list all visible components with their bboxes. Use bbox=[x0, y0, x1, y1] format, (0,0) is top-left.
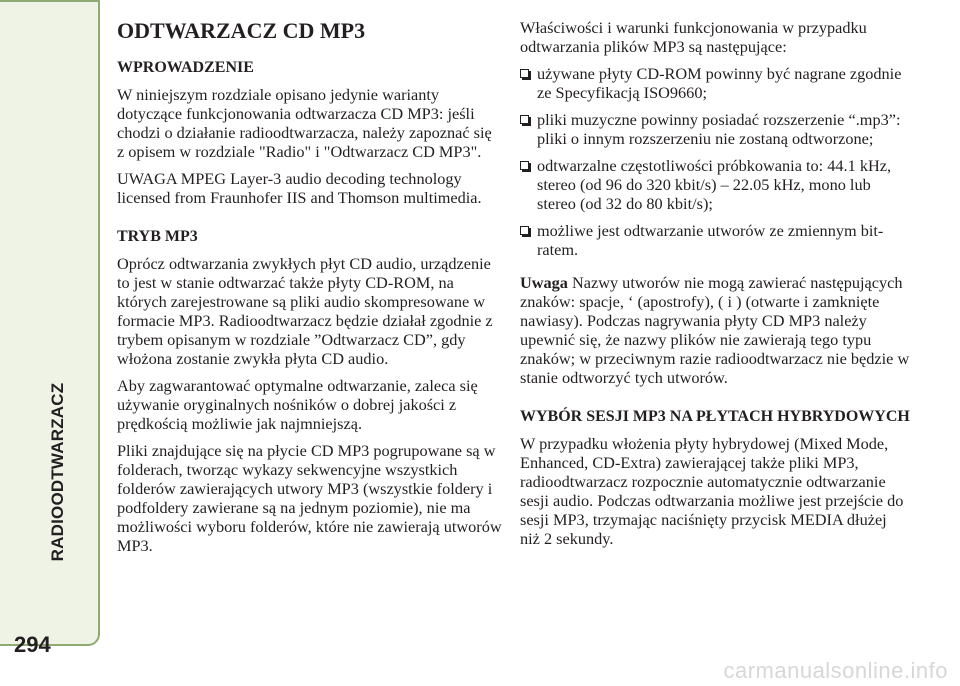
paragraph: Aby zagwarantować optymalne odtwarzanie, zaleca się używanie oryginalnych nośników o dobrej jakości z prędkością możliwie jak najmniejszą. bbox=[117, 376, 478, 433]
list-item bbox=[520, 221, 910, 259]
paragraph: W niniejszym rozdziale opisano jedynie warianty dotyczące funkcjonowania odtwarzacza CD MP3: jeśli chodzi o działanie radioodtwarzacza, należy zapoznać się z opisem w rozdziale "Radio" i "Odtwarzacz CD MP3". bbox=[117, 85, 492, 161]
watermark: carmanualsonline.info bbox=[723, 658, 948, 683]
note-text: Nazwy utworów nie mogą zawierać następujących znaków: spacje, ‘ (apostrofy), ( i ) (otwarte i zamknięte nawiasy). Podczas nagrywania płyty CD MP3 należy upewnić się, że nazwy plików nie zawierają tego typu znaków; w przeciwnym razie radioodtwarzacz nie będzie w stanie odtworzyć tych utworów. bbox=[520, 273, 910, 387]
note-paragraph bbox=[520, 273, 910, 387]
checkbox-bullet-icon bbox=[520, 161, 529, 170]
list-item-text: pliki muzyczne powinny posiadać rozszerzenie “.mp3”: pliki o innym rozszerzeniu nie zostaną odtworzone; bbox=[537, 110, 901, 148]
list-item bbox=[520, 110, 910, 148]
page-number: 294 bbox=[14, 632, 51, 657]
chapter-label: RADIOODTWARZACZ bbox=[48, 382, 67, 562]
paragraph: Oprócz odtwarzania zwykłych płyt CD audio, urządzenie to jest w stanie odtwarzać także płyty CD-ROM, na których zarejestrowane są pliki audio skompresowane w formacie MP3. Radioodtwarzacz będzie działał zgodnie z trybem opisanym w rozdziale ”Odtwarzacz CD”, gdy włożona zostanie zwykła płyta CD audio. bbox=[117, 254, 493, 368]
right-column bbox=[520, 18, 910, 556]
intro-paragraph: Właściwości i warunki funkcjonowania w przypadku odtwarzania plików MP3 są następujące: bbox=[520, 18, 867, 56]
requirements-list bbox=[520, 64, 910, 259]
paragraph: UWAGA MPEG Layer-3 audio decoding technology licensed from Fraunhofer IIS and Thomson multimedia. bbox=[117, 169, 482, 207]
note-label: Uwaga bbox=[520, 273, 568, 292]
page-title: ODTWARZACZ CD MP3 bbox=[117, 18, 366, 43]
section-heading-introduction: WPROWADZENIE bbox=[117, 59, 254, 76]
section-heading-hybrid-session: WYBÓR SESJI MP3 NA PŁYTACH HYBRYDOWYCH bbox=[520, 408, 910, 425]
checkbox-bullet-icon bbox=[520, 226, 529, 235]
checkbox-bullet-icon bbox=[520, 69, 529, 78]
list-item bbox=[520, 64, 910, 102]
list-item-text: używane płyty CD-ROM powinny być nagrane zgodnie ze Specyfikacją ISO9660; bbox=[537, 64, 902, 102]
section-heading-mp3-mode: TRYB MP3 bbox=[117, 228, 198, 245]
paragraph: W przypadku włożenia płyty hybrydowej (Mixed Mode, Enhanced, CD-Extra) zawierającej także pliki MP3, radioodtwarzacz rozpocznie automatycznie odtwarzanie sesji audio. Podczas odtwarzania możliwe jest przejście do sesji MP3, trzymając naciśnięty przycisk MEDIA dłużej niż 2 sekundy. bbox=[520, 434, 904, 548]
list-item bbox=[520, 156, 910, 213]
list-item-text: możliwe jest odtwarzanie utworów ze zmiennym bit-ratem. bbox=[537, 221, 884, 259]
left-column bbox=[117, 18, 502, 563]
chapter-side-tab bbox=[0, 0, 100, 646]
paragraph: Pliki znajdujące się na płycie CD MP3 pogrupowane są w folderach, tworząc wykazy sekwencyjne wszystkich folderów zawierających utwory MP3 (wszystkie foldery i podfoldery zawierane są na jednym poziomie), nie ma możliwości wyboru folderów, które nie zawierają utworów MP3. bbox=[117, 441, 502, 555]
checkbox-bullet-icon bbox=[520, 115, 529, 124]
list-item-text: odtwarzalne częstotliwości próbkowania to: 44.1 kHz, stereo (od 96 do 320 kbit/s) – 22.05 kHz, mono lub stereo (od 32 do 80 kbit/s); bbox=[537, 156, 892, 213]
